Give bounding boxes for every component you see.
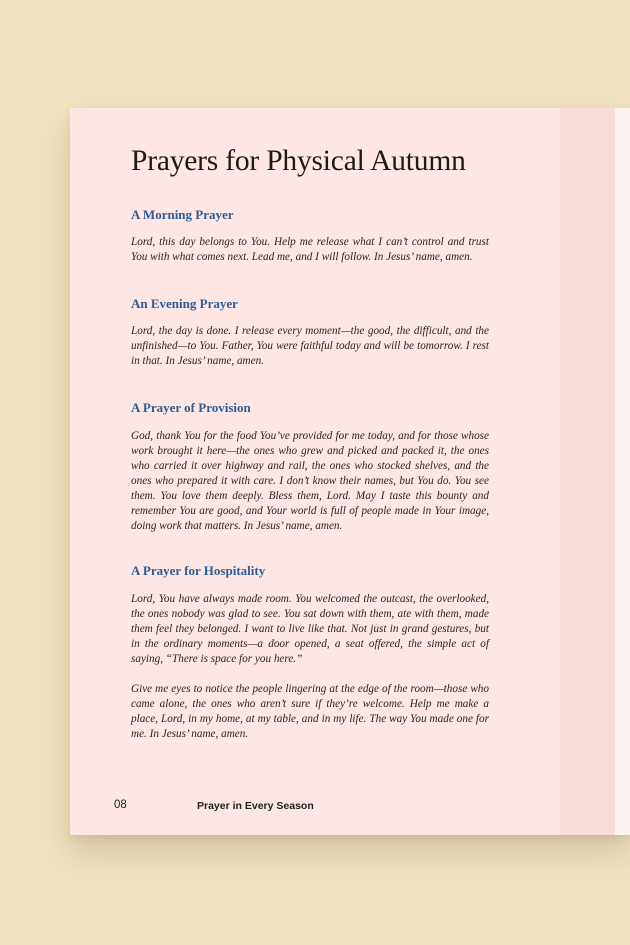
prayer-paragraph-provision: God, thank You for the food You’ve provided for me today, and for those whose work brought it here—the ones who grew and picked and packed it, the ones who carried it over highway and rail, the ones who stocked shelves, and the ones who prepared it with care. I don’t know their names, but You do. You see them. You love them deeply. Bless them, Lord. May I taste this bounty and remember You are good, and Your world is full of people made in Your image, doing work that matters. In Jesus’ name, amen. — [131, 430, 489, 532]
prayer-paragraph-morning: Lord, this day belongs to You. Help me release what I can’t control and trust You with what comes next. Lead me, and I will follow. In Jesus’ name, amen. — [131, 236, 489, 263]
running-footer-title: Prayer in Every Season — [197, 800, 314, 812]
facing-page — [560, 108, 615, 835]
section-heading-evening: An Evening Prayer — [131, 296, 238, 311]
section-heading-morning: A Morning Prayer — [131, 207, 234, 222]
prayer-paragraph-hospitality-2: Give me eyes to notice the people lingering at the edge of the room—those who came alone, the ones who aren’t sure if they’re welcome. Help me make a place, Lord, in my home, at my table, and in my life. The way You made one for me. In Jesus’ name, amen. — [131, 683, 489, 740]
prayer-paragraph-evening: Lord, the day is done. I release every moment—the good, the difficult, and the unfinished—to You. Father, You were faithful today and will be tomorrow. I rest in that. In Jesus’ name, amen. — [131, 325, 489, 367]
page-edge — [615, 108, 630, 835]
section-heading-hospitality: A Prayer for Hospitality — [131, 563, 266, 578]
prayer-paragraph-hospitality-1: Lord, You have always made room. You welcomed the outcast, the overlooked, the ones nobody was glad to see. You sat down with them, ate with them, made them feel they belonged. I want to live like that. Not just in grand gestures, but in the ordinary moments—a door opened, a seat offered, the simple act of saying, “There is space for you here.” — [131, 593, 489, 665]
section-heading-provision: A Prayer of Provision — [131, 400, 251, 415]
page-title: Prayers for Physical Autumn — [131, 145, 466, 177]
page-number: 08 — [114, 799, 127, 811]
